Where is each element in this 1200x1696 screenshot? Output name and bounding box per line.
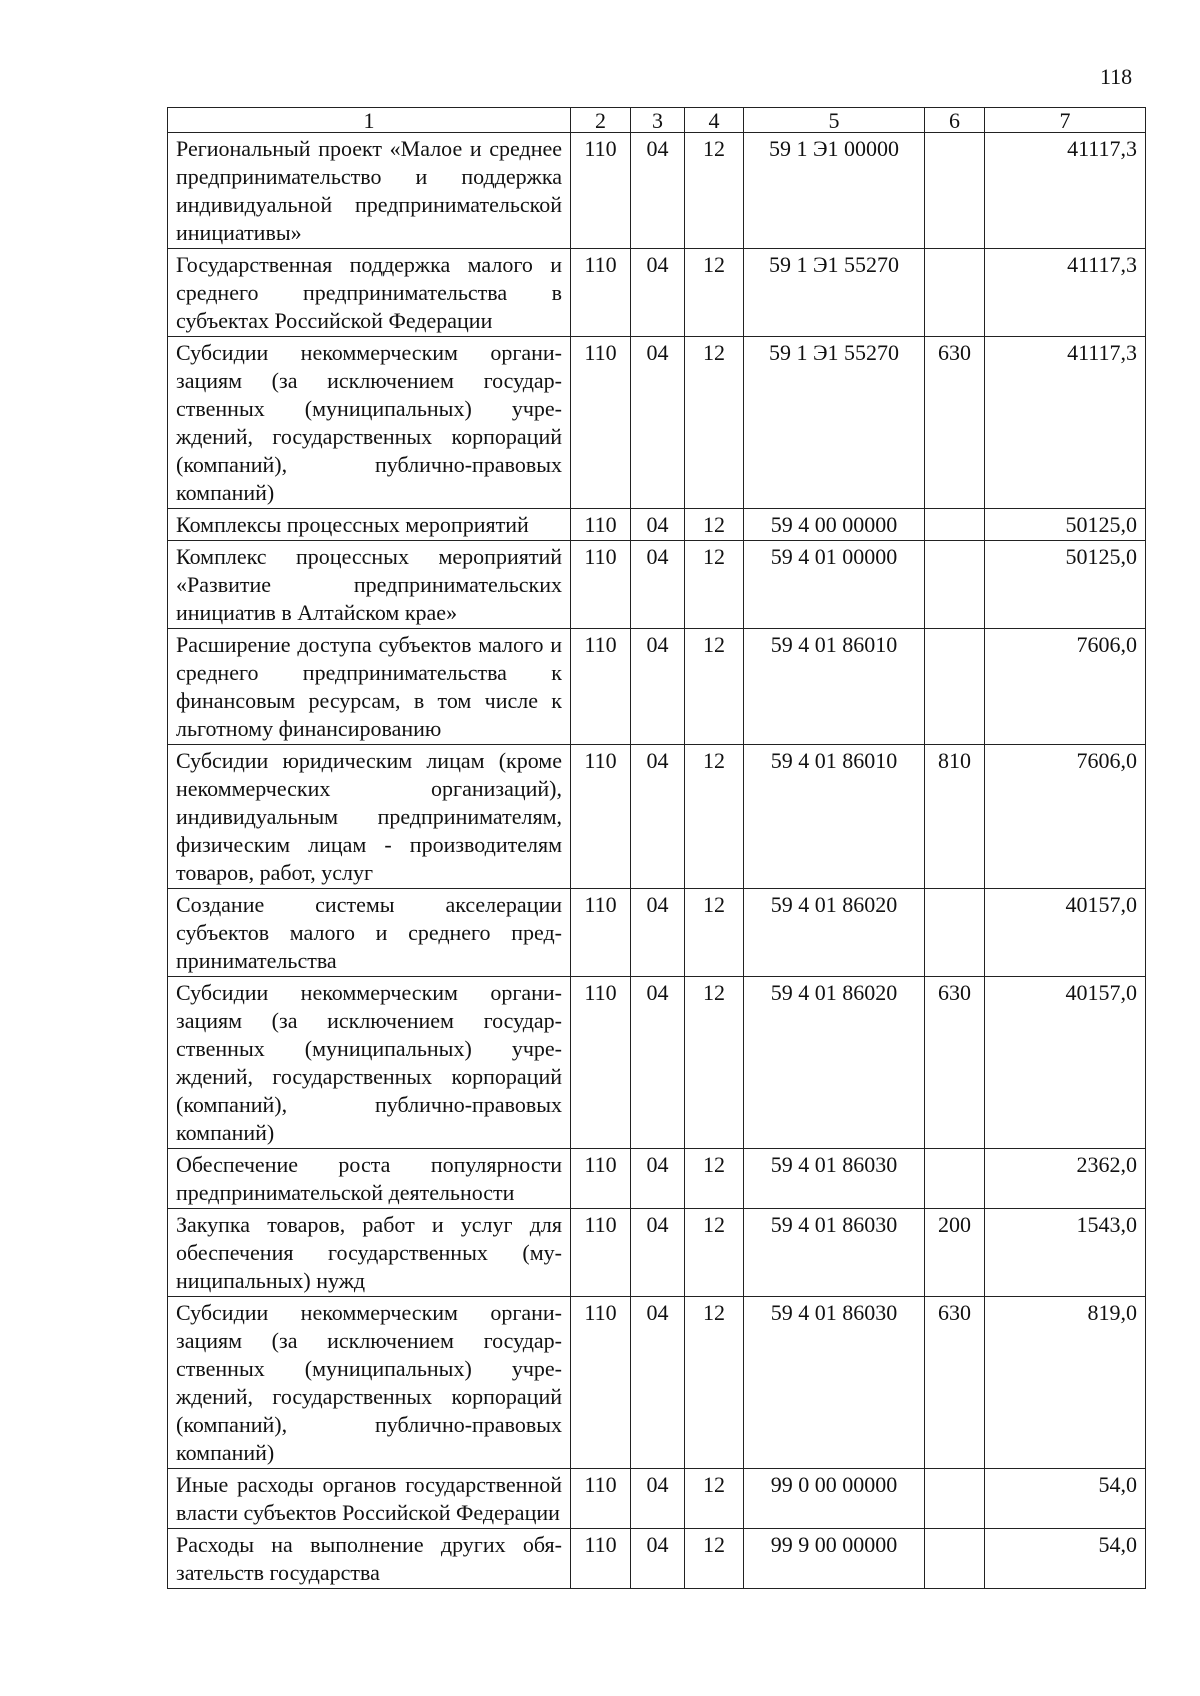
row-col3-cell: 04: [631, 509, 685, 541]
row-col5-cell: 59 4 01 00000: [744, 541, 925, 629]
row-col4-cell: 12: [685, 541, 744, 629]
row-col4-cell: 12: [685, 629, 744, 745]
column-header-7: 7: [985, 108, 1146, 133]
table-row: [168, 337, 1146, 509]
table-row: [168, 745, 1146, 889]
table-row: [168, 1209, 1146, 1297]
row-amount-cell: 40157,0: [985, 977, 1146, 1149]
row-amount-cell: 50125,0: [985, 541, 1146, 629]
row-col4-cell: 12: [685, 249, 744, 337]
row-col3-cell: 04: [631, 1149, 685, 1209]
row-col6-cell: 630: [925, 977, 985, 1149]
table-row: [168, 977, 1146, 1149]
table-row: [168, 889, 1146, 977]
row-col6-cell: 810: [925, 745, 985, 889]
row-amount-cell: 41117,3: [985, 249, 1146, 337]
row-col2-cell: 110: [571, 1149, 631, 1209]
row-col4-cell: 12: [685, 1529, 744, 1589]
row-amount-cell: 54,0: [985, 1529, 1146, 1589]
column-header-4: 4: [685, 108, 744, 133]
row-col4-cell: 12: [685, 337, 744, 509]
column-header-6: 6: [925, 108, 985, 133]
row-amount-cell: 41117,3: [985, 133, 1146, 249]
row-col5-cell: 59 1 Э1 55270: [744, 249, 925, 337]
row-col4-cell: 12: [685, 1209, 744, 1297]
row-col3-cell: 04: [631, 977, 685, 1149]
table-row: [168, 541, 1146, 629]
row-col2-cell: 110: [571, 1209, 631, 1297]
row-col3-cell: 04: [631, 629, 685, 745]
row-col4-cell: 12: [685, 509, 744, 541]
row-col2-cell: 110: [571, 1529, 631, 1589]
column-header-5: 5: [744, 108, 925, 133]
table-body: [168, 133, 1146, 1589]
row-name-cell: Субсидии некоммерческим организациям (за исключением государственных (муниципальных) учреждений, государственных корпораций (компаний), публично-правовых компаний): [168, 337, 571, 509]
column-header-2: 2: [571, 108, 631, 133]
row-amount-cell: 40157,0: [985, 889, 1146, 977]
row-col2-cell: 110: [571, 629, 631, 745]
table-row: [168, 133, 1146, 249]
row-name-cell: Закупка товаров, работ и услуг для обеспечения государственных (муниципальных) нужд: [168, 1209, 571, 1297]
row-col6-cell: 630: [925, 1297, 985, 1469]
row-name-cell: Государственная поддержка малого и среднего предпринимательства в субъектах Российской Федерации: [168, 249, 571, 337]
row-col6-cell: [925, 133, 985, 249]
row-col4-cell: 12: [685, 133, 744, 249]
row-col3-cell: 04: [631, 133, 685, 249]
row-amount-cell: 2362,0: [985, 1149, 1146, 1209]
table-row: [168, 629, 1146, 745]
row-col6-cell: [925, 541, 985, 629]
row-name-cell: Субсидии некоммерческим организациям (за исключением государственных (муниципальных) учреждений, государственных корпораций (компаний), публично-правовых компаний): [168, 1297, 571, 1469]
budget-table: [167, 107, 1146, 1589]
column-header-1: 1: [168, 108, 571, 133]
row-amount-cell: 41117,3: [985, 337, 1146, 509]
row-col5-cell: 59 4 01 86030: [744, 1149, 925, 1209]
row-col5-cell: 59 4 00 00000: [744, 509, 925, 541]
row-col5-cell: 59 1 Э1 55270: [744, 337, 925, 509]
row-name-cell: Создание системы акселерации субъектов малого и среднего предпринимательства: [168, 889, 571, 977]
row-col2-cell: 110: [571, 249, 631, 337]
row-col2-cell: 110: [571, 1469, 631, 1529]
row-col6-cell: [925, 1149, 985, 1209]
row-name-cell: Субсидии юридическим лицам (кроме некоммерческих организаций), индивидуальным предпринимателям, физическим лицам - производителям товаров, работ, услуг: [168, 745, 571, 889]
row-col5-cell: 59 1 Э1 00000: [744, 133, 925, 249]
table-row: [168, 509, 1146, 541]
row-amount-cell: 7606,0: [985, 629, 1146, 745]
row-col6-cell: [925, 249, 985, 337]
row-col2-cell: 110: [571, 977, 631, 1149]
row-amount-cell: 819,0: [985, 1297, 1146, 1469]
row-col4-cell: 12: [685, 977, 744, 1149]
row-name-cell: Региональный проект «Малое и среднее предпринимательство и поддержка индивидуальной предпринимательской инициативы»: [168, 133, 571, 249]
row-col4-cell: 12: [685, 745, 744, 889]
page-number: 118: [1100, 64, 1133, 89]
row-col3-cell: 04: [631, 541, 685, 629]
row-col3-cell: 04: [631, 249, 685, 337]
row-col6-cell: [925, 509, 985, 541]
row-col3-cell: 04: [631, 745, 685, 889]
row-col5-cell: 59 4 01 86030: [744, 1209, 925, 1297]
row-col6-cell: 200: [925, 1209, 985, 1297]
row-col3-cell: 04: [631, 1529, 685, 1589]
row-col6-cell: [925, 1529, 985, 1589]
row-name-cell: Обеспечение роста популярности предпринимательской деятельности: [168, 1149, 571, 1209]
row-col2-cell: 110: [571, 541, 631, 629]
row-col2-cell: 110: [571, 1297, 631, 1469]
row-col4-cell: 12: [685, 1149, 744, 1209]
row-amount-cell: 1543,0: [985, 1209, 1146, 1297]
row-col4-cell: 12: [685, 1297, 744, 1469]
row-name-cell: Комплекс процессных мероприятий «Развитие предпринимательских инициатив в Алтайском крае»: [168, 541, 571, 629]
table-row: [168, 249, 1146, 337]
row-amount-cell: 50125,0: [985, 509, 1146, 541]
row-col3-cell: 04: [631, 1297, 685, 1469]
row-col2-cell: 110: [571, 337, 631, 509]
row-col3-cell: 04: [631, 889, 685, 977]
row-col5-cell: 59 4 01 86010: [744, 745, 925, 889]
row-name-cell: Комплексы процессных мероприятий: [168, 509, 571, 541]
header-row: [168, 108, 1146, 133]
row-col2-cell: 110: [571, 889, 631, 977]
row-col3-cell: 04: [631, 1209, 685, 1297]
row-col2-cell: 110: [571, 745, 631, 889]
row-col3-cell: 04: [631, 1469, 685, 1529]
row-col5-cell: 59 4 01 86020: [744, 889, 925, 977]
row-col6-cell: [925, 629, 985, 745]
row-name-cell: Расширение доступа субъектов малого и среднего предпринимательства к финансовым ресурсам, в том числе к льготному финансированию: [168, 629, 571, 745]
row-col4-cell: 12: [685, 889, 744, 977]
row-name-cell: Иные расходы органов государственной власти субъектов Российской Федерации: [168, 1469, 571, 1529]
row-col5-cell: 99 9 00 00000: [744, 1529, 925, 1589]
row-col5-cell: 59 4 01 86010: [744, 629, 925, 745]
table-row: [168, 1149, 1146, 1209]
table-row: [168, 1469, 1146, 1529]
table-header: [168, 108, 1146, 133]
table-row: [168, 1297, 1146, 1469]
row-amount-cell: 54,0: [985, 1469, 1146, 1529]
row-name-cell: Субсидии некоммерческим организациям (за исключением государственных (муниципальных) учреждений, государственных корпораций (компаний), публично-правовых компаний): [168, 977, 571, 1149]
row-col3-cell: 04: [631, 337, 685, 509]
row-col5-cell: 59 4 01 86020: [744, 977, 925, 1149]
row-col6-cell: [925, 889, 985, 977]
row-col2-cell: 110: [571, 509, 631, 541]
row-col5-cell: 99 0 00 00000: [744, 1469, 925, 1529]
row-amount-cell: 7606,0: [985, 745, 1146, 889]
row-col5-cell: 59 4 01 86030: [744, 1297, 925, 1469]
table-row: [168, 1529, 1146, 1589]
row-col6-cell: [925, 1469, 985, 1529]
row-name-cell: Расходы на выполнение других обязательств государства: [168, 1529, 571, 1589]
row-col2-cell: 110: [571, 133, 631, 249]
row-col4-cell: 12: [685, 1469, 744, 1529]
column-header-3: 3: [631, 108, 685, 133]
row-col6-cell: 630: [925, 337, 985, 509]
